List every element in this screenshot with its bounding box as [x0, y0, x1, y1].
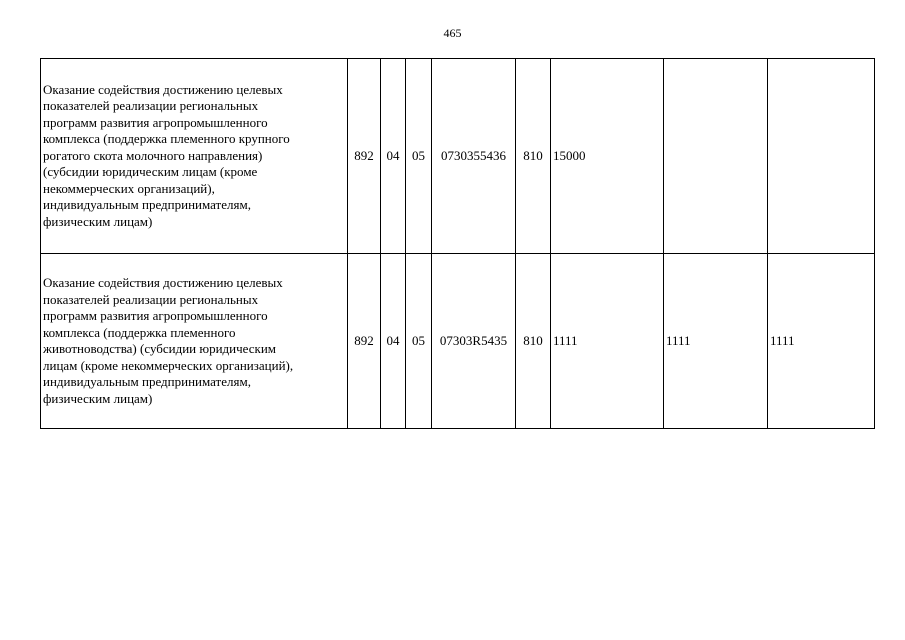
page-number: 465 [443, 26, 462, 40]
amount-year-1: 15000 [551, 59, 664, 254]
ministry-code: 892 [348, 254, 381, 429]
amount-year-2 [664, 59, 768, 254]
subsection-code: 05 [406, 254, 432, 429]
amount-year-1: 1111 [551, 254, 664, 429]
budget-table [40, 58, 875, 429]
section-code: 04 [381, 254, 406, 429]
expense-type-code: 810 [516, 59, 551, 254]
target-article-code: 0730355436 [432, 59, 516, 254]
expense-description: Оказание содействия достижению целевых показателей реализации региональных программ развития агропромышленного комплекса (поддержка племенного животноводства) (субсидии юридическим лицам (кроме некоммерческих организаций), индивидуальным предпринимателям, физическим лицам) [41, 254, 348, 429]
expense-type-code: 810 [516, 254, 551, 429]
target-article-code: 07303R5435 [432, 254, 516, 429]
subsection-code: 05 [406, 59, 432, 254]
expense-description: Оказание содействия достижению целевых показателей реализации региональных программ развития агропромышленного комплекса (поддержка племенного крупного рогатого скота молочного направления) (субсидии юридическим лицам (кроме некоммерческих организаций), индивидуальным предпринимателям, физическим лицам) [41, 59, 348, 254]
table-row [41, 59, 875, 254]
amount-year-2: 1111 [664, 254, 768, 429]
ministry-code: 892 [348, 59, 381, 254]
amount-year-3: 1111 [768, 254, 875, 429]
amount-year-3 [768, 59, 875, 254]
table-row [41, 254, 875, 429]
section-code: 04 [381, 59, 406, 254]
